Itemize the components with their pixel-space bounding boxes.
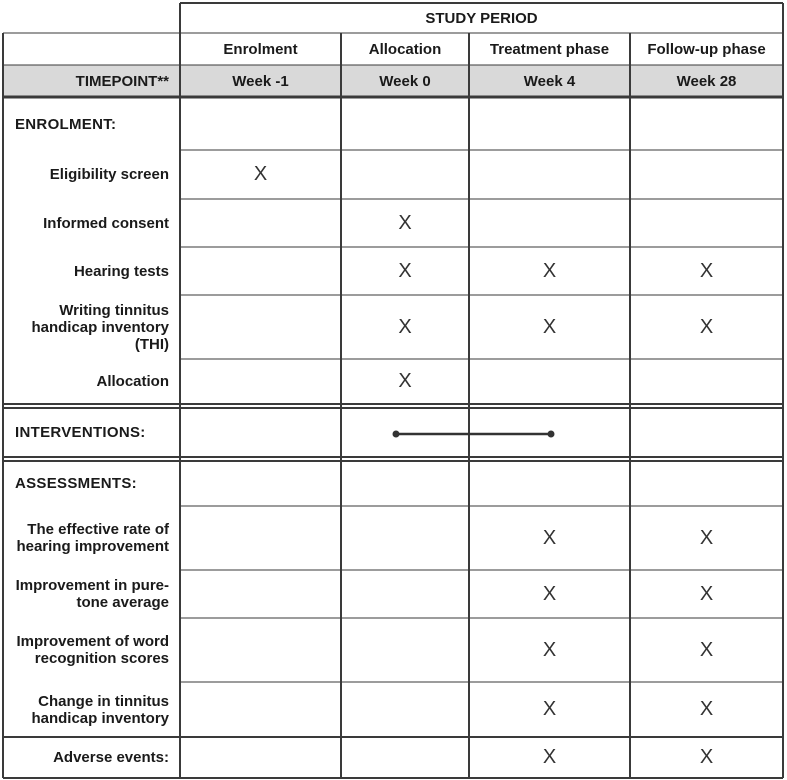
schedule-mark: X bbox=[699, 582, 714, 605]
schedule-mark bbox=[180, 682, 341, 737]
schedule-mark: X bbox=[542, 526, 557, 549]
timepoint-week-28: Week 28 bbox=[676, 72, 737, 90]
schedule-mark bbox=[180, 737, 341, 778]
schedule-mark bbox=[630, 199, 783, 247]
schedule-mark bbox=[341, 408, 469, 457]
study-period-header: STUDY PERIOD bbox=[425, 9, 538, 27]
row-label: Improvement in pure-tone average bbox=[15, 577, 169, 611]
schedule-mark: X bbox=[699, 698, 714, 720]
timepoint-week-minus-1: Week -1 bbox=[232, 72, 289, 90]
schedule-mark bbox=[180, 359, 341, 404]
schedule-mark: X bbox=[542, 746, 557, 768]
schedule-mark bbox=[469, 461, 630, 506]
schedule-mark: X bbox=[699, 526, 714, 549]
schedule-mark: X bbox=[699, 638, 714, 661]
column-header-follow-up-phase: Follow-up phase bbox=[647, 40, 766, 58]
schedule-mark bbox=[180, 247, 341, 295]
section-label: ASSESSMENTS: bbox=[15, 475, 137, 492]
schedule-mark bbox=[341, 150, 469, 199]
row-label: Adverse events: bbox=[53, 749, 169, 766]
schedule-mark bbox=[341, 461, 469, 506]
row-label: Hearing tests bbox=[73, 262, 169, 280]
schedule-mark bbox=[469, 408, 630, 457]
schedule-mark: X bbox=[398, 315, 412, 338]
schedule-mark: X bbox=[398, 259, 412, 282]
schedule-mark bbox=[180, 570, 341, 618]
schedule-mark bbox=[180, 618, 341, 682]
schedule-mark: X bbox=[542, 315, 557, 338]
schedule-mark: X bbox=[542, 259, 557, 282]
schedule-mark bbox=[180, 199, 341, 247]
schedule-mark: X bbox=[542, 698, 557, 720]
section-label: INTERVENTIONS: bbox=[15, 424, 146, 441]
schedule-mark bbox=[630, 408, 783, 457]
row-label: Writing tinnitus handicap inventory (THI) bbox=[31, 301, 169, 353]
schedule-mark bbox=[630, 359, 783, 404]
schedule-mark bbox=[341, 99, 469, 150]
column-header-allocation: Allocation bbox=[368, 40, 442, 58]
schedule-mark: X bbox=[699, 746, 714, 768]
schedule-mark bbox=[341, 570, 469, 618]
row-label: Allocation bbox=[96, 373, 169, 390]
row-label: The effective rate of hearing improvement bbox=[16, 521, 169, 555]
timepoint-label: TIMEPOINT** bbox=[75, 72, 169, 90]
schedule-mark: X bbox=[542, 582, 557, 605]
timepoint-week-0: Week 0 bbox=[379, 72, 431, 90]
schedule-mark bbox=[630, 461, 783, 506]
schedule-mark bbox=[341, 737, 469, 778]
schedule-mark: X bbox=[253, 163, 268, 185]
schedule-mark bbox=[469, 359, 630, 404]
schedule-mark bbox=[180, 408, 341, 457]
schedule-mark bbox=[180, 506, 341, 570]
column-header-enrolment: Enrolment bbox=[223, 40, 298, 58]
schedule-mark bbox=[341, 506, 469, 570]
schedule-mark: X bbox=[542, 638, 557, 661]
schedule-mark bbox=[469, 99, 630, 150]
schedule-mark bbox=[341, 618, 469, 682]
row-label: Improvement of word recognition scores bbox=[16, 633, 169, 667]
schedule-mark bbox=[469, 199, 630, 247]
schedule-mark: X bbox=[699, 315, 714, 338]
schedule-mark: X bbox=[398, 370, 412, 392]
timepoint-week-4: Week 4 bbox=[523, 72, 576, 90]
schedule-mark bbox=[630, 99, 783, 150]
schedule-mark bbox=[180, 295, 341, 359]
schedule-mark: X bbox=[398, 211, 412, 234]
schedule-mark bbox=[630, 150, 783, 199]
row-label: Change in tinnitus handicap inventory bbox=[31, 692, 169, 727]
schedule-mark bbox=[469, 150, 630, 199]
section-label: ENROLMENT: bbox=[15, 116, 117, 133]
schedule-mark bbox=[180, 461, 341, 506]
column-header-treatment-phase: Treatment phase bbox=[489, 40, 610, 58]
row-label: Eligibility screen bbox=[49, 166, 169, 183]
schedule-mark bbox=[180, 99, 341, 150]
schedule-mark: X bbox=[699, 259, 714, 282]
schedule-mark bbox=[341, 682, 469, 737]
row-label: Informed consent bbox=[43, 214, 169, 232]
